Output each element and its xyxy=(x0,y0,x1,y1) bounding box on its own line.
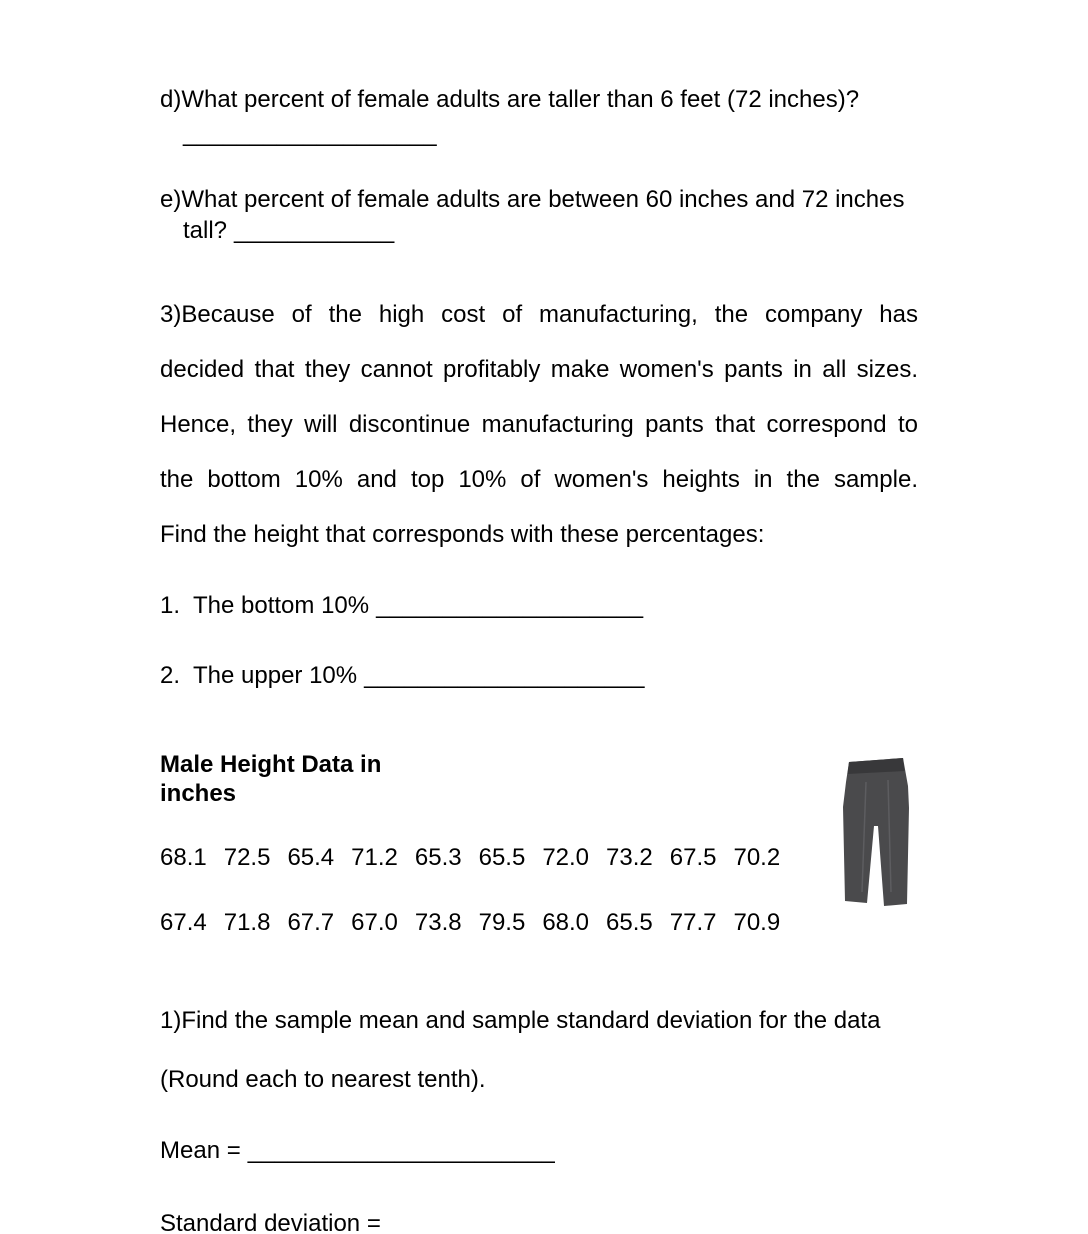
problem-3-line: Hence, they will discontinue manufacturing pants that correspond to xyxy=(160,411,918,438)
height-value: 68.0 xyxy=(542,909,590,936)
pants-photo xyxy=(836,752,916,914)
height-value: 65.3 xyxy=(414,844,462,871)
height-value: 67.0 xyxy=(351,909,398,936)
list-item-number: 2. xyxy=(160,662,181,689)
question-d-answer-blank: ___________________ xyxy=(183,120,437,147)
standard-deviation-label: Standard deviation = xyxy=(160,1210,381,1234)
problem-3-paragraph xyxy=(160,287,918,562)
height-value: 67.5 xyxy=(669,844,717,871)
male-data-heading-line2: inches xyxy=(160,780,237,807)
height-value: 72.0 xyxy=(542,844,590,871)
list-item-label: The bottom 10% xyxy=(193,592,370,619)
height-value: 79.5 xyxy=(478,909,526,936)
question-e-prefix: tall? xyxy=(183,217,228,244)
pants-body xyxy=(843,758,909,906)
male-data-heading-line1: Male Height Data in xyxy=(160,751,382,778)
question-e-text-line2 xyxy=(183,217,394,245)
height-value: 65.5 xyxy=(606,909,653,936)
list-item-upper-10 xyxy=(160,662,644,690)
list-item-number: 1. xyxy=(160,592,181,619)
height-value: 71.8 xyxy=(223,909,271,936)
problem-3-line: 3)Because of the high cost of manufacturing, the company has xyxy=(160,301,918,328)
male-data-heading xyxy=(160,750,381,808)
height-value: 65.4 xyxy=(287,844,335,871)
height-value: 77.7 xyxy=(669,909,717,936)
question-e-text-line1: e)What percent of female adults are between 60 inches and 72 inches xyxy=(160,186,905,213)
question-e-answer-blank: ____________ xyxy=(234,217,395,244)
height-value: 67.7 xyxy=(287,909,335,936)
upper-10-answer-blank: _____________________ xyxy=(364,662,645,689)
problem-3-line: Find the height that corresponds with these percentages: xyxy=(160,521,765,548)
problem-3-line: the bottom 10% and top 10% of women's heights in the sample. xyxy=(160,466,918,493)
male-data-row-1 xyxy=(160,844,780,872)
height-value: 71.2 xyxy=(351,844,398,871)
list-item-bottom-10 xyxy=(160,592,643,620)
problem-1-text-line2: (Round each to nearest tenth). xyxy=(160,1066,486,1093)
height-value: 65.5 xyxy=(478,844,526,871)
male-data-row-2 xyxy=(160,909,780,937)
mean-label: Mean = xyxy=(160,1137,241,1164)
height-value: 73.2 xyxy=(606,844,653,871)
height-value: 70.2 xyxy=(733,844,781,871)
height-value: 68.1 xyxy=(160,844,207,871)
height-value: 67.4 xyxy=(160,909,207,936)
problem-3-line: decided that they cannot profitably make women's pants in all sizes. xyxy=(160,356,918,383)
question-d-text: d)What percent of female adults are taller than 6 feet (72 inches)? xyxy=(160,86,860,113)
bottom-10-answer-blank: ____________________ xyxy=(376,592,644,619)
height-value: 72.5 xyxy=(223,844,271,871)
height-value: 73.8 xyxy=(414,909,462,936)
mean-answer-blank: _______________________ xyxy=(247,1137,555,1164)
problem-1-text-line1: 1)Find the sample mean and sample standard deviation for the data xyxy=(160,1007,881,1034)
height-value: 70.9 xyxy=(733,909,781,936)
mean-line xyxy=(160,1137,555,1165)
list-item-label: The upper 10% xyxy=(193,662,358,689)
